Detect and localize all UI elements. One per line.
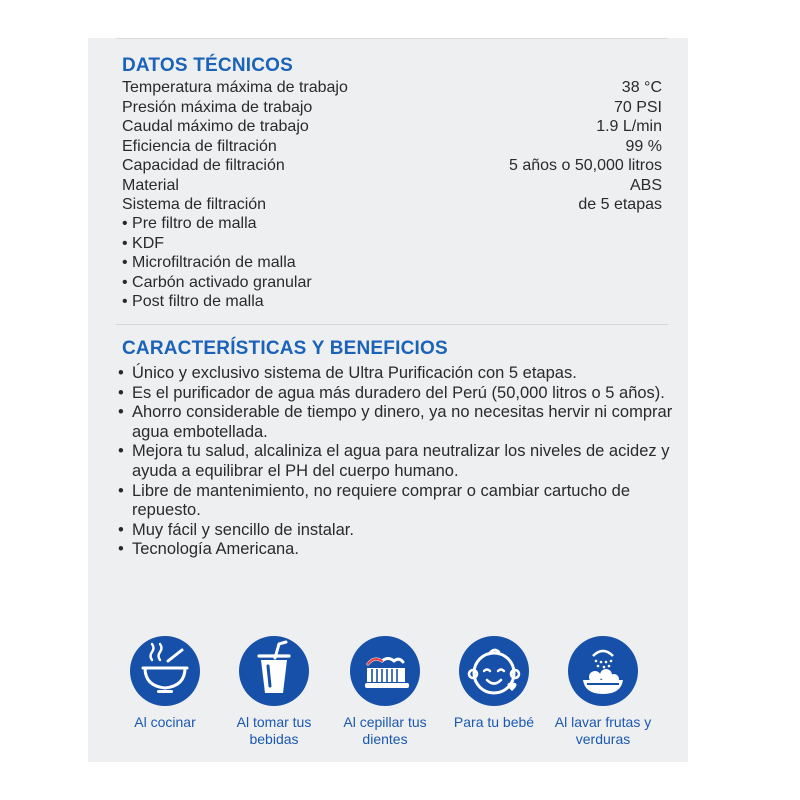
benefits-list (118, 364, 678, 560)
spec-row (122, 78, 662, 98)
spec-label: Caudal máximo de trabajo (122, 118, 309, 135)
benefit-item: • Ahorro considerable de tiempo y dinero, ya no necesitas hervir ni comprar agua embotellada. (118, 403, 678, 442)
spec-row (122, 195, 662, 215)
use-cooking (109, 636, 221, 731)
spec-row (122, 98, 662, 118)
product-info-panel (88, 38, 688, 762)
use-label: Al cepillar tus dientes (343, 714, 427, 747)
spec-label: Presión máxima de trabajo (122, 98, 313, 116)
benefit-item: • Tecnología Americana. (118, 540, 678, 560)
use-drinks (218, 636, 330, 748)
benefit-item: • Mejora tu salud, alcaliniza el agua para neutralizar los niveles de acidez y ayuda a equilibrar el PH del cuerpo humano. (118, 442, 678, 481)
filtration-stage: • Carbón activado granular (122, 273, 312, 291)
spec-label: Temperatura máxima de trabajo (122, 79, 348, 96)
spec-label: Material (122, 176, 179, 194)
spec-row (122, 156, 662, 176)
use-baby (438, 636, 550, 731)
spec-row (122, 137, 662, 157)
filtration-stages-list (122, 214, 312, 312)
use-label: Para tu bebé (453, 714, 535, 730)
spec-value: 99 % (625, 137, 662, 155)
filtration-stage: • KDF (122, 234, 165, 252)
filtration-stage: • Microfiltración de malla (122, 254, 296, 271)
spec-value: ABS (629, 176, 662, 194)
toothbrush-icon (350, 636, 420, 706)
spec-row (122, 117, 662, 137)
spec-label: Eficiencia de filtración (122, 137, 277, 155)
spec-value: 1.9 L/min (596, 118, 662, 135)
top-divider (116, 38, 668, 39)
drink-cup-icon (239, 636, 309, 706)
use-teeth (329, 636, 441, 748)
use-label: Al cocinar (134, 714, 196, 730)
filtration-stage: • Pre filtro de malla (122, 215, 257, 232)
spec-value: 5 años o 50,000 litros (509, 157, 662, 174)
specs-table (122, 78, 662, 215)
section-divider (116, 324, 668, 325)
use-fruits (547, 636, 659, 748)
filtration-stage: • Post filtro de malla (122, 293, 264, 310)
uses-icon-row (88, 636, 688, 756)
use-label: Al lavar frutas y verduras (554, 714, 652, 747)
benefit-item: • Libre de mantenimiento, no requiere comprar o cambiar cartucho de repuesto. (118, 482, 678, 521)
spec-value: de 5 etapas (578, 196, 662, 213)
benefit-item: • Muy fácil y sencillo de instalar. (118, 521, 678, 541)
washing-fruits-icon (568, 636, 638, 706)
datos-tecnicos-heading: DATOS TÉCNICOS (122, 55, 293, 76)
cooking-bowl-icon (130, 636, 200, 706)
spec-row (122, 176, 662, 196)
baby-face-icon (459, 636, 529, 706)
benefit-item: • Es el purificador de agua más duradero del Perú (50,000 litros o 5 años). (118, 384, 678, 404)
caracteristicas-heading: CARACTERÍSTICAS Y BENEFICIOS (122, 338, 448, 359)
use-label: Al tomar tus bebidas (236, 714, 312, 747)
spec-value: 38 °C (621, 79, 662, 96)
benefit-item: • Único y exclusivo sistema de Ultra Purificación con 5 etapas. (118, 364, 678, 384)
spec-label: Capacidad de filtración (122, 157, 285, 174)
spec-label: Sistema de filtración (122, 196, 267, 213)
spec-value: 70 PSI (613, 98, 662, 116)
